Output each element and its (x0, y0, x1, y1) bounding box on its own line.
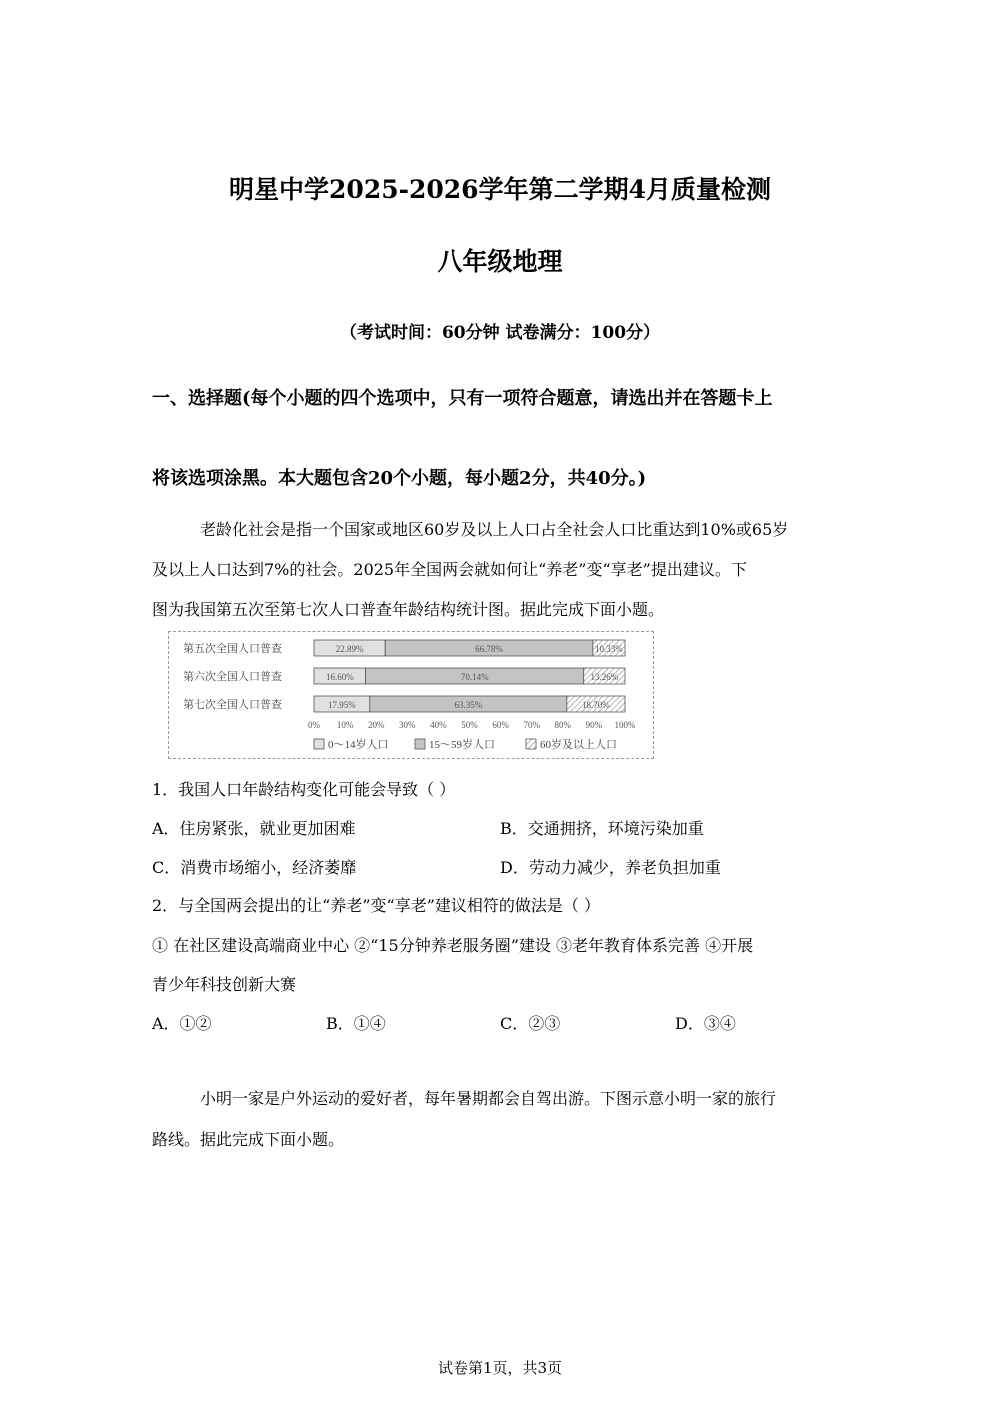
legend-label: 15～59岁人口 (429, 739, 495, 751)
passage2-line1: 小明一家是户外运动的爱好者，每年暑期都会自驾出游。下图示意小明一家的旅行 (200, 1089, 777, 1108)
bar-data-label: 13.26% (590, 672, 619, 682)
bar-data-label: 70.14% (460, 672, 489, 682)
q1-stem: 1．我国人口年龄结构变化可能会导致（ ） (152, 780, 456, 799)
q1-option-c[interactable]: C．消费市场缩小，经济萎靡 (152, 858, 357, 877)
section-heading-line2: 将该选项涂黑。本大题包含20个小题，每小题2分，共40分。) (152, 468, 647, 489)
q2-option-a[interactable]: A．①② (152, 1014, 212, 1033)
category-label: 第七次全国人口普查 (183, 699, 282, 711)
bar-data-label: 17.95% (328, 700, 356, 710)
bar-data-label: 18.70% (582, 700, 610, 710)
q2-stem: 2．与全国两会提出的让“养老”变“享老”建议相符的做法是（ ） (152, 896, 600, 915)
q2-option-d[interactable]: D．③④ (675, 1014, 736, 1033)
q1-option-a[interactable]: A．住房紧张，就业更加困难 (152, 819, 356, 838)
q1-option-b[interactable]: B．交通拥挤，环境污染加重 (500, 819, 704, 838)
q2-option-b[interactable]: B．①④ (326, 1014, 386, 1033)
page-footer: 试卷第1页，共3页 (437, 1359, 563, 1377)
x-tick-label: 0% (308, 720, 320, 730)
x-tick-label: 40% (430, 720, 447, 730)
x-tick-label: 70% (523, 720, 540, 730)
q2-option-c[interactable]: C．②③ (500, 1014, 561, 1033)
x-tick-label: 20% (367, 720, 385, 730)
q1-option-d[interactable]: D．劳动力减少，养老负担加重 (500, 858, 721, 877)
passage1-line3: 图为我国第五次至第七次人口普查年龄结构统计图。据此完成下面小题。 (152, 600, 665, 619)
x-tick-label: 60% (492, 720, 509, 730)
passage1-line2: 及以上人口达到7%的社会。2025年全国两会就如何让“养老”变“享老”提出建议。下 (152, 560, 747, 579)
legend-swatch (526, 739, 536, 749)
age-structure-chart-svg (169, 632, 652, 757)
legend-label: 0～14岁人口 (328, 739, 389, 751)
bar-data-label: 22.89% (335, 644, 364, 654)
x-tick-label: 80% (554, 720, 572, 730)
exam-info: （考试时间：60分钟 试卷满分：100分） (339, 323, 661, 343)
section-heading-line1: 一、选择题(每个小题的四个选项中，只有一项符合题意，请选出并在答题卡上 (152, 388, 773, 409)
subject-title: 八年级地理 (437, 247, 563, 276)
passage2-line2: 路线。据此完成下面小题。 (152, 1130, 345, 1149)
legend-swatch (415, 739, 425, 749)
q2-items-line1: ① 在社区建设高端商业中心 ②“15分钟养老服务圈”建设 ③老年教育体系完善 ④开展 (152, 936, 754, 955)
category-label: 第六次全国人口普查 (183, 671, 282, 683)
x-tick-label: 30% (399, 720, 416, 730)
x-tick-label: 50% (461, 720, 478, 730)
x-tick-label: 100% (614, 720, 636, 730)
q2-items-line2: 青少年科技创新大赛 (152, 975, 297, 994)
category-label: 第五次全国人口普查 (183, 643, 282, 655)
bar-data-label: 66.78% (475, 644, 503, 654)
exam-title: 明星中学2025-2026学年第二学期4月质量检测 (229, 175, 771, 204)
x-tick-label: 10% (336, 720, 354, 730)
x-tick-label: 90% (585, 720, 603, 730)
bar-data-label: 16.60% (325, 672, 354, 682)
bar-data-label: 63.35% (454, 700, 483, 710)
passage1-line1: 老龄化社会是指一个国家或地区60岁及以上人口占全社会人口比重达到10%或65岁 (200, 520, 789, 539)
bar-data-label: 10.33% (595, 644, 623, 654)
age-structure-chart (168, 631, 654, 759)
legend-label: 60岁及以上人口 (540, 739, 617, 751)
legend-swatch (314, 739, 324, 749)
